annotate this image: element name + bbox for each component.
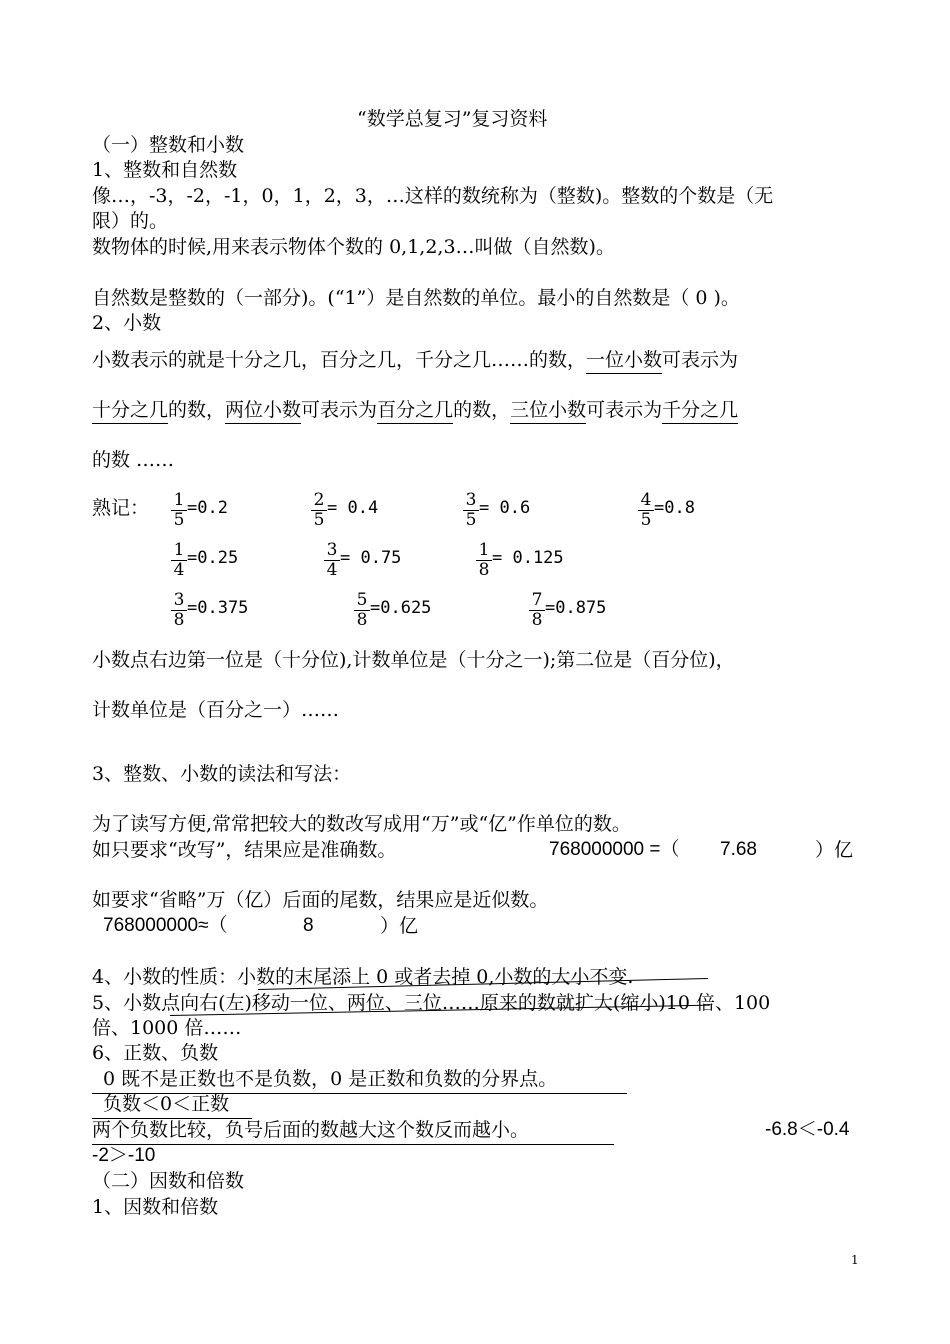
fraction: [311, 492, 327, 529]
fraction-value: = 0.125: [492, 548, 564, 568]
numerator: 4: [638, 492, 654, 511]
numerator: 1: [171, 492, 187, 511]
underlined-term: 十分之几: [92, 399, 168, 424]
text: 的数，: [168, 399, 226, 421]
example-expression: 768000000 =（: [549, 839, 680, 860]
page-number: 1: [851, 1253, 859, 1267]
underline-rule: [92, 1144, 614, 1145]
numerator: 3: [171, 592, 187, 611]
denominator: 4: [173, 560, 185, 580]
paragraph: 两个负数比较，负号后面的数越大这个数反而越小。: [92, 1119, 530, 1141]
denominator: 5: [173, 510, 185, 530]
underlined-term: 三位小数: [510, 399, 586, 424]
paragraph: 倍、1000 倍……: [92, 1017, 242, 1039]
subsection-heading: 1、整数和自然数: [92, 159, 238, 181]
example-answer: 8: [303, 915, 314, 936]
numerator: 2: [311, 492, 327, 511]
numerator: 1: [476, 542, 492, 561]
fraction-value: =0.8: [654, 498, 695, 518]
denominator: 8: [478, 560, 490, 580]
underlined-term: 一位小数: [586, 349, 662, 374]
fraction: [463, 492, 479, 529]
fraction: [171, 492, 187, 529]
paragraph: 自然数是整数的（一部分)。(“1”）是自然数的单位。最小的自然数是（ 0 )。: [92, 287, 740, 309]
fraction-value: =0.625: [370, 598, 432, 618]
text: 小数表示的就是十分之几，百分之几，千分之几……的数，: [92, 349, 587, 371]
numerator: 5: [354, 592, 370, 611]
paragraph: 为了读写方便,常常把较大的数改写成用“万”或“亿”作单位的数。: [92, 813, 631, 835]
subsection-heading: 3、整数、小数的读法和写法：: [92, 763, 352, 785]
paragraph: 限）的。: [92, 210, 169, 232]
subsection-heading: 6、正数、负数: [92, 1042, 219, 1064]
numerator: 3: [324, 542, 340, 561]
denominator: 8: [173, 610, 185, 630]
paragraph: 0 既不是正数也不是负数，0 是正数和负数的分界点。: [103, 1068, 558, 1090]
fraction: [354, 592, 370, 629]
fraction-value: = 0.75: [340, 548, 402, 568]
comparison-example: -2＞-10: [92, 1145, 156, 1166]
fraction: [638, 492, 654, 529]
section-heading: （二）因数和倍数: [92, 1170, 245, 1192]
underline-rule: [92, 1093, 627, 1094]
paragraph: 5、小数点向右(左)移动一位、两位、三位……原来的数就扩大(缩小)10 倍、100: [92, 992, 771, 1014]
fraction-value: =0.2: [187, 498, 228, 518]
denominator: 4: [326, 560, 338, 580]
paragraph: 小数点右边第一位是（十分位),计数单位是（十分之一);第二位是（百分位)，: [92, 649, 735, 671]
paragraph: 4、小数的性质：小数的末尾添上 0 或者去掉 0,小数的大小不变.: [92, 966, 634, 988]
fraction: [476, 542, 492, 579]
paragraph: [92, 349, 738, 371]
fraction-value: =0.375: [187, 598, 249, 618]
fraction: [324, 542, 340, 579]
example-unit: ）亿: [380, 915, 419, 937]
subsection-heading: 1、因数和倍数: [92, 1196, 219, 1218]
fraction: [171, 592, 187, 629]
numerator: 3: [463, 492, 479, 511]
paragraph: 的数 ……: [92, 449, 175, 471]
paragraph: 负数＜0＜正数: [103, 1093, 230, 1115]
comparison-example: -6.8＜-0.4: [765, 1119, 850, 1140]
fraction-value: =0.25: [187, 548, 239, 568]
page-title: “数学总复习”复习资料: [357, 108, 548, 130]
denominator: 5: [465, 510, 477, 530]
text: 的数，: [453, 399, 511, 421]
text: 可表示为: [301, 399, 378, 421]
memo-label: 熟记：: [92, 497, 150, 519]
paragraph: 像…，-3，-2，-1，0，1，2，3，…这样的数统称为（整数)。整数的个数是（无: [92, 185, 774, 207]
underline-rule: [92, 1118, 252, 1119]
text: 可表示为: [586, 399, 663, 421]
example-expression: 768000000≈（: [103, 915, 228, 936]
numerator: 1: [171, 542, 187, 561]
fraction: [171, 542, 187, 579]
fraction: [529, 592, 545, 629]
numerator: 7: [529, 592, 545, 611]
subsection-heading: 2、小数: [92, 312, 162, 334]
section-heading: （一）整数和小数: [92, 134, 245, 156]
fraction-value: = 0.4: [327, 498, 379, 518]
paragraph: 如只要求“改写”，结果应是准确数。: [92, 839, 397, 861]
denominator: 8: [356, 610, 368, 630]
underlined-term: 百分之几: [377, 399, 453, 424]
paragraph: 计数单位是（百分之一）……: [92, 699, 340, 721]
example-unit: ）亿: [815, 839, 854, 861]
paragraph: 数物体的时候,用来表示物体个数的 0,1,2,3…叫做（自然数)。: [92, 236, 615, 258]
denominator: 8: [531, 610, 543, 630]
denominator: 5: [313, 510, 325, 530]
paragraph: [92, 399, 738, 421]
example-answer: 7.68: [720, 839, 757, 860]
denominator: 5: [640, 510, 652, 530]
fraction-value: =0.875: [545, 598, 607, 618]
underlined-term: 千分之几: [662, 399, 738, 424]
paragraph: 如要求“省略”万（亿）后面的尾数，结果应是近似数。: [92, 889, 549, 911]
fraction-value: = 0.6: [479, 498, 531, 518]
underlined-term: 两位小数: [225, 399, 301, 424]
text: 可表示为: [662, 349, 739, 371]
